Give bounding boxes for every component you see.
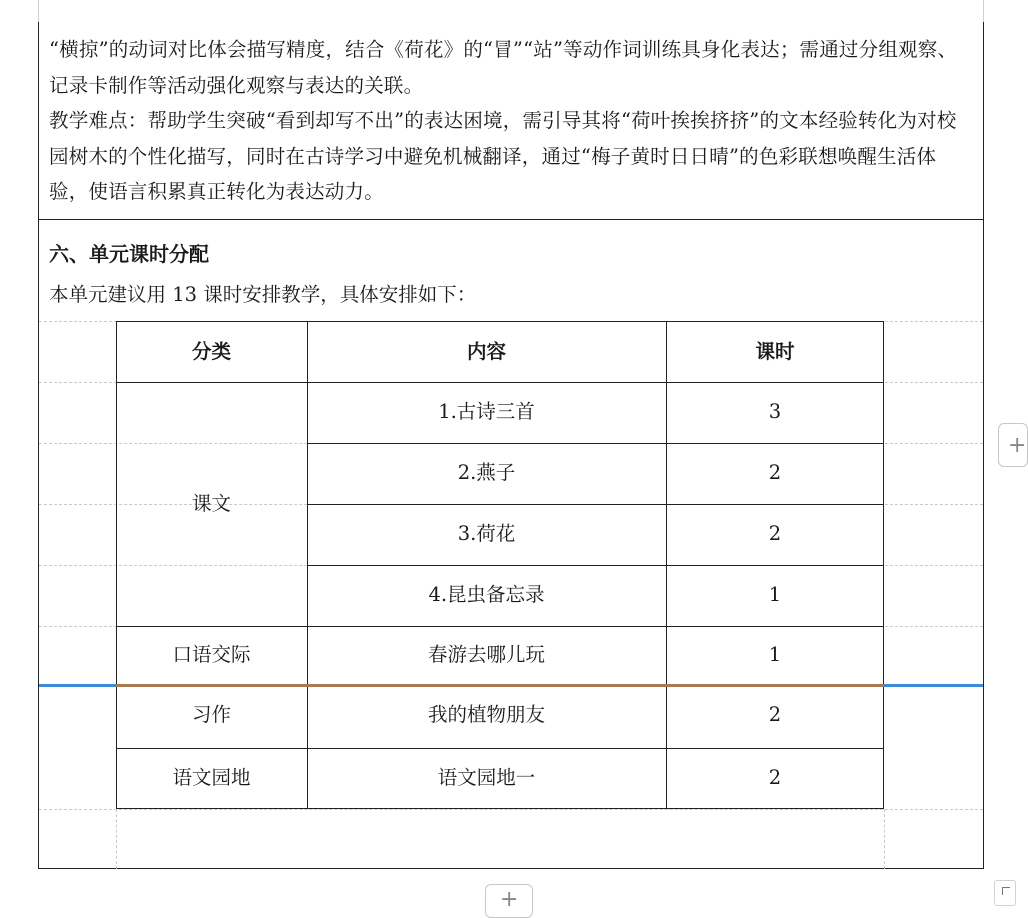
cell-hours[interactable]: 2	[768, 461, 782, 484]
table-row-divider	[116, 382, 884, 383]
page-margin-left-marker	[38, 0, 39, 22]
plus-icon: +	[500, 887, 519, 912]
cell-content[interactable]: 我的植物朋友	[427, 703, 545, 726]
cell-hours[interactable]: 1	[768, 643, 782, 666]
table-row-divider	[116, 748, 884, 749]
dashed-gridline	[116, 809, 117, 869]
cell-content[interactable]: 语文园地一	[437, 766, 536, 789]
difficulty-cell[interactable]	[39, 22, 983, 220]
table-row-divider	[307, 565, 884, 566]
cell-hours[interactable]: 2	[768, 522, 782, 545]
cell-content[interactable]: 1.古诗三首	[438, 400, 535, 423]
table-column-divider	[307, 321, 308, 809]
plus-icon: +	[1008, 433, 1027, 458]
dashed-gridline	[884, 809, 885, 869]
outer-table	[38, 22, 984, 869]
cell-hours[interactable]: 2	[768, 766, 782, 789]
table-row-divider	[307, 443, 884, 444]
paragraph-difficulties: 教学难点：帮助学生突破“看到却写不出”的表达困境，需引导其将“荷叶挨挨挤挤”的文本经验转化为对校园树木的个性化描写，同时在古诗学习中避免机械翻译，通过“梅子黄时日日晴”的色彩联想唤醒生活体验，使语言积累真正转化为表达动力。	[49, 109, 957, 203]
cell-content[interactable]: 4.昆虫备忘录	[428, 583, 545, 606]
header-content: 内容	[466, 340, 506, 363]
page-margin-right-marker	[983, 0, 984, 22]
cell-category[interactable]: 语文园地	[172, 766, 251, 789]
table-column-divider	[666, 321, 667, 809]
cell-hours[interactable]: 1	[768, 583, 782, 606]
header-hours: 课时	[755, 340, 795, 363]
row-selection-border	[116, 684, 884, 687]
cell-hours[interactable]: 3	[768, 400, 782, 423]
cell-category[interactable]: 口语交际	[172, 643, 251, 666]
header-category: 分类	[191, 340, 231, 363]
cell-content[interactable]: 春游去哪儿玩	[427, 643, 545, 666]
cell-content[interactable]: 3.荷花	[457, 522, 516, 545]
cell-category-texts[interactable]: 课文	[191, 492, 231, 515]
add-row-button[interactable]	[485, 884, 533, 918]
cell-category[interactable]: 习作	[191, 703, 231, 726]
section-intro: 本单元建议用 13 课时安排教学，具体安排如下：	[49, 283, 477, 306]
add-column-button[interactable]	[998, 423, 1028, 467]
table-resize-handle[interactable]	[994, 880, 1016, 906]
table-row-divider	[307, 504, 884, 505]
corner-resize-icon	[1002, 887, 1010, 895]
cell-content[interactable]: 2.燕子	[457, 461, 516, 484]
table-row-divider	[116, 626, 884, 627]
section-heading: 六、单元课时分配	[49, 242, 209, 266]
paragraph-key-points: “横掠”的动词对比体会描写精度，结合《荷花》的“冒”“站”等动作词训练具身化表达；需通过分组观察、记录卡制作等活动强化观察与表达的关联。	[49, 38, 958, 97]
dashed-gridline	[39, 809, 983, 810]
cell-hours[interactable]: 2	[768, 703, 782, 726]
